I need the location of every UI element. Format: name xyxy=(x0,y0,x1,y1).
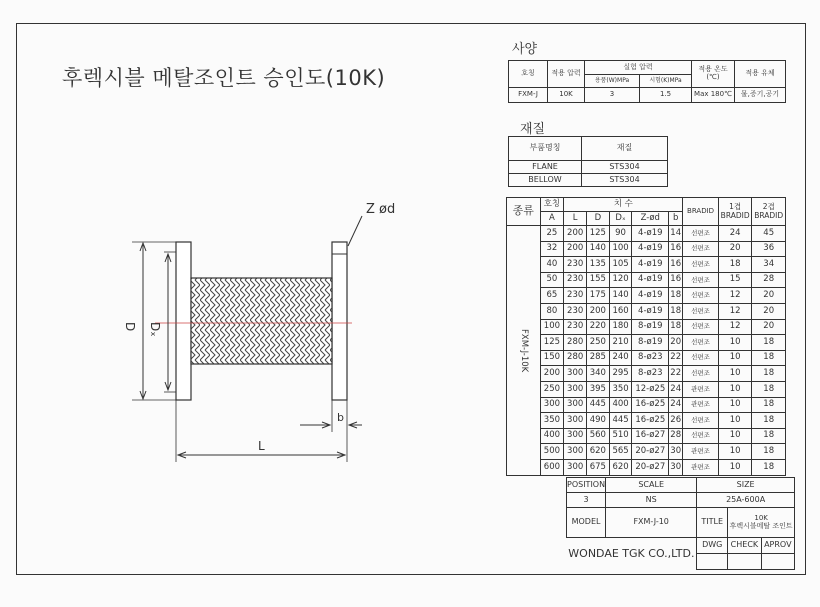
spec-h-air: 시험(K)MPa xyxy=(640,75,692,88)
dims-cell: 선편조 xyxy=(683,413,719,429)
page-title: 후렉시블 메탈조인트 승인도(10K) xyxy=(62,66,386,90)
dims-cell: 300 xyxy=(564,444,587,460)
dims-cell: 140 xyxy=(609,288,632,304)
dims-cell: 선편조 xyxy=(683,241,719,257)
dims-cell: 675 xyxy=(587,459,610,475)
table-row xyxy=(507,459,786,475)
b-label: b xyxy=(337,411,344,424)
dims-cell: 50 xyxy=(540,272,564,288)
dims-cell: 100 xyxy=(609,241,632,257)
dims-cell: 90 xyxy=(609,226,632,242)
dims-col-a: A xyxy=(540,212,564,226)
mat-cell: STS304 xyxy=(582,161,668,174)
dims-cell: 560 xyxy=(587,428,610,444)
dimensions-table xyxy=(506,197,786,476)
dims-cell: 340 xyxy=(587,366,610,382)
dims-cell: 20 xyxy=(669,335,683,351)
tb-model-label: MODEL xyxy=(567,508,606,538)
dims-cell: 10 xyxy=(718,366,752,382)
dims-cell: 24 xyxy=(669,381,683,397)
dims-cell: 80 xyxy=(540,303,564,319)
dims-cell: 선편조 xyxy=(683,288,719,304)
dims-cell: 16-ø25 xyxy=(632,413,669,429)
dims-cell: 10 xyxy=(718,381,752,397)
dims-cell: 210 xyxy=(609,335,632,351)
braided-bellows xyxy=(191,278,332,364)
dims-cell: 20-ø27 xyxy=(632,459,669,475)
dims-cell: 16-ø25 xyxy=(632,397,669,413)
dims-cell: 490 xyxy=(587,413,610,429)
spec-h-fluid: 적용 유체 xyxy=(735,61,786,88)
dims-cell: 175 xyxy=(587,288,610,304)
dims-cell: 285 xyxy=(587,350,610,366)
dims-cell: 16 xyxy=(669,272,683,288)
table-row xyxy=(507,381,786,397)
dims-cell: 20 xyxy=(752,319,786,335)
dims-cell: 125 xyxy=(540,335,564,351)
dims-cell: 300 xyxy=(564,397,587,413)
dims-col-b: b xyxy=(669,212,683,226)
dims-cell: 12 xyxy=(718,319,752,335)
dims-h-1: 1겹 xyxy=(729,202,742,212)
tb-company: WONDAE TGK CO.,LTD. xyxy=(567,538,697,570)
dims-cell: 300 xyxy=(564,366,587,382)
tb-position: 3 xyxy=(567,493,606,508)
dims-cell: 24 xyxy=(669,397,683,413)
dims-cell: 10 xyxy=(718,444,752,460)
table-row xyxy=(507,241,786,257)
dims-cell: 600 xyxy=(540,459,564,475)
dims-cell: 12 xyxy=(718,303,752,319)
dims-cell: 220 xyxy=(587,319,610,335)
dims-cell: 395 xyxy=(587,381,610,397)
dims-cell: 18 xyxy=(752,444,786,460)
dims-type-label: FXM-J-10K xyxy=(507,226,541,476)
dims-h-bradid-2: BRADID xyxy=(754,210,784,220)
dims-cell: 선편조 xyxy=(683,428,719,444)
dims-cell: 10 xyxy=(718,459,752,475)
dims-cell: 18 xyxy=(752,335,786,351)
material-table xyxy=(508,136,668,187)
dims-cell: 선편조 xyxy=(683,335,719,351)
l-label: L xyxy=(258,439,265,453)
dims-cell: 28 xyxy=(669,428,683,444)
dims-cell: 20 xyxy=(752,303,786,319)
dims-cell: 선편조 xyxy=(683,319,719,335)
dims-cell: 100 xyxy=(540,319,564,335)
dims-cell: 선편조 xyxy=(683,303,719,319)
material-heading: 재질 xyxy=(520,122,546,137)
tb-model: FXM-J-10 xyxy=(606,508,697,538)
dims-h-bradid: BRADID xyxy=(683,198,719,226)
table-row xyxy=(507,350,786,366)
dims-col-l: L xyxy=(564,212,587,226)
dims-cell: 25 xyxy=(540,226,564,242)
dims-cell: 300 xyxy=(564,428,587,444)
dims-cell: 18 xyxy=(669,319,683,335)
table-row xyxy=(507,444,786,460)
dims-cell: 400 xyxy=(609,397,632,413)
spec-h-water: 용품(W)MPa xyxy=(585,75,640,88)
dims-cell: 4-ø19 xyxy=(632,288,669,304)
dims-cell: 18 xyxy=(752,350,786,366)
mat-h-mat: 재질 xyxy=(582,137,668,161)
dims-h-nom: 호칭 xyxy=(540,198,564,212)
dims-cell: 300 xyxy=(540,397,564,413)
table-row xyxy=(507,272,786,288)
dims-cell: 20 xyxy=(718,241,752,257)
tb-dwg: DWG xyxy=(697,538,728,554)
dims-cell: 200 xyxy=(587,303,610,319)
tb-check: CHECK xyxy=(728,538,761,554)
dims-col-dx: Dₓ xyxy=(609,212,632,226)
dims-cell: 14 xyxy=(669,226,683,242)
dx-label: Dₓ xyxy=(148,322,162,337)
zod-label: Z ød xyxy=(366,202,396,217)
table-row xyxy=(507,366,786,382)
dims-col-d: D xyxy=(587,212,610,226)
dims-cell: 30 xyxy=(669,444,683,460)
tb-title-label: TITLE xyxy=(697,508,728,538)
right-flange xyxy=(332,242,347,400)
dims-cell: 22 xyxy=(669,350,683,366)
tb-title-l2: 후렉시블메탈 조인트 xyxy=(729,521,793,530)
dims-cell: 4-ø19 xyxy=(632,303,669,319)
dims-cell: 36 xyxy=(752,241,786,257)
dims-cell: 280 xyxy=(564,350,587,366)
mat-cell: BELLOW xyxy=(509,174,582,187)
dims-cell: 250 xyxy=(540,381,564,397)
dims-cell: 20 xyxy=(752,288,786,304)
tb-check-sign xyxy=(728,554,761,570)
dims-cell: 10 xyxy=(718,335,752,351)
tb-aprov-sign xyxy=(761,554,794,570)
dims-cell: 140 xyxy=(587,241,610,257)
left-flange xyxy=(176,242,191,400)
dims-cell: 4-ø19 xyxy=(632,226,669,242)
dims-cell: 24 xyxy=(718,226,752,242)
spec-h-test: 실험 압력 xyxy=(585,61,692,75)
dims-cell: 8-ø19 xyxy=(632,319,669,335)
tb-scale-label: SCALE xyxy=(606,478,697,493)
dims-cell: 300 xyxy=(564,413,587,429)
dims-cell: 230 xyxy=(564,272,587,288)
mat-cell: STS304 xyxy=(582,174,668,187)
dims-cell: 8-ø23 xyxy=(632,350,669,366)
dims-cell: 관편조 xyxy=(683,381,719,397)
dims-cell: 155 xyxy=(587,272,610,288)
dims-cell: 120 xyxy=(609,272,632,288)
tb-size: 25A-600A xyxy=(697,493,795,508)
spec-h-temp: 적용 온도(℃) xyxy=(692,61,735,88)
dims-cell: 4-ø19 xyxy=(632,257,669,273)
dims-cell: 8-ø19 xyxy=(632,335,669,351)
spec-heading: 사양 xyxy=(512,42,538,57)
tb-scale: NS xyxy=(606,493,697,508)
dims-cell: 200 xyxy=(540,366,564,382)
dims-cell: 295 xyxy=(609,366,632,382)
dims-cell: 4-ø19 xyxy=(632,272,669,288)
dims-cell: 선편조 xyxy=(683,272,719,288)
dims-cell: 350 xyxy=(609,381,632,397)
dims-cell: 관편조 xyxy=(683,397,719,413)
dims-cell: 445 xyxy=(587,397,610,413)
tb-position-label: POSITION xyxy=(567,478,606,493)
dims-cell: 16 xyxy=(669,257,683,273)
dims-cell: 12 xyxy=(718,288,752,304)
dims-cell: 18 xyxy=(752,397,786,413)
dims-cell: 200 xyxy=(564,226,587,242)
dims-cell: 10 xyxy=(718,428,752,444)
title-block xyxy=(566,477,795,570)
tb-aprov: APROV xyxy=(761,538,794,554)
dims-cell: 400 xyxy=(540,428,564,444)
dims-cell: 200 xyxy=(564,241,587,257)
dims-cell: 18 xyxy=(752,459,786,475)
dims-cell: 180 xyxy=(609,319,632,335)
table-row xyxy=(507,319,786,335)
dims-cell: 10 xyxy=(718,350,752,366)
dims-col-zod: Z-ød xyxy=(632,212,669,226)
dims-cell: 30 xyxy=(669,459,683,475)
dims-cell: 관편조 xyxy=(683,444,719,460)
dims-cell: 230 xyxy=(564,288,587,304)
table-row xyxy=(507,397,786,413)
dims-cell: 45 xyxy=(752,226,786,242)
spec-table xyxy=(508,60,786,103)
dims-cell: 300 xyxy=(564,381,587,397)
spec-cell: 10K xyxy=(548,88,585,103)
dims-cell: 18 xyxy=(752,413,786,429)
dims-cell: 관편조 xyxy=(683,459,719,475)
table-row xyxy=(507,226,786,242)
dims-cell: 565 xyxy=(609,444,632,460)
dims-cell: 105 xyxy=(609,257,632,273)
dims-cell: 16-ø27 xyxy=(632,428,669,444)
table-row xyxy=(507,288,786,304)
dims-cell: 620 xyxy=(587,444,610,460)
dims-cell: 선편조 xyxy=(683,366,719,382)
dims-h-2: 2겹 xyxy=(762,202,775,212)
dims-cell: 34 xyxy=(752,257,786,273)
dims-cell: 18 xyxy=(752,366,786,382)
d-label: D xyxy=(123,322,137,332)
dims-cell: 230 xyxy=(564,319,587,335)
dims-cell: 300 xyxy=(564,459,587,475)
spec-cell: Max 180℃ xyxy=(692,88,735,103)
table-row xyxy=(507,303,786,319)
dims-cell: 445 xyxy=(609,413,632,429)
dims-cell: 510 xyxy=(609,428,632,444)
dims-cell: 16 xyxy=(669,241,683,257)
dims-cell: 선편조 xyxy=(683,257,719,273)
dims-h-bradid-1: BRADID xyxy=(720,210,750,220)
dims-cell: 32 xyxy=(540,241,564,257)
dims-cell: 20-ø27 xyxy=(632,444,669,460)
table-row xyxy=(507,257,786,273)
dims-cell: 160 xyxy=(609,303,632,319)
tb-size-label: SIZE xyxy=(697,478,795,493)
dims-cell: 65 xyxy=(540,288,564,304)
mat-cell: FLANE xyxy=(509,161,582,174)
spec-cell: 3 xyxy=(585,88,640,103)
dims-cell: 40 xyxy=(540,257,564,273)
dims-cell: 26 xyxy=(669,413,683,429)
table-row xyxy=(507,335,786,351)
dims-cell: 15 xyxy=(718,272,752,288)
dims-cell: 선편조 xyxy=(683,350,719,366)
dims-cell: 18 xyxy=(669,288,683,304)
table-row xyxy=(507,413,786,429)
dims-cell: 28 xyxy=(752,272,786,288)
dims-cell: 10 xyxy=(718,397,752,413)
spec-h-pressure: 적용 압력 xyxy=(548,61,585,88)
dims-cell: 18 xyxy=(718,257,752,273)
dims-h-type: 종류 xyxy=(507,198,541,226)
spec-cell: 물,증기,공기 xyxy=(735,88,786,103)
dims-cell: 230 xyxy=(564,303,587,319)
spec-cell: FXM-J xyxy=(509,88,548,103)
dims-cell: 620 xyxy=(609,459,632,475)
spec-cell: 1.5 xyxy=(640,88,692,103)
dims-cell: 230 xyxy=(564,257,587,273)
dims-cell: 22 xyxy=(669,366,683,382)
dims-cell: 18 xyxy=(752,381,786,397)
dims-cell: 280 xyxy=(564,335,587,351)
dims-cell: 240 xyxy=(609,350,632,366)
dims-cell: 18 xyxy=(752,428,786,444)
dims-cell: 18 xyxy=(669,303,683,319)
dims-cell: 12-ø25 xyxy=(632,381,669,397)
tb-dwg-sign xyxy=(697,554,728,570)
dims-cell: 선편조 xyxy=(683,226,719,242)
dims-cell: 8-ø23 xyxy=(632,366,669,382)
dims-cell: 150 xyxy=(540,350,564,366)
tb-title-l1: 10K xyxy=(754,513,768,522)
dims-h-size: 치 수 xyxy=(564,198,683,212)
dims-cell: 350 xyxy=(540,413,564,429)
table-row xyxy=(507,428,786,444)
dims-cell: 135 xyxy=(587,257,610,273)
mat-h-part: 부품명칭 xyxy=(509,137,582,161)
dims-cell: 4-ø19 xyxy=(632,241,669,257)
dims-cell: 250 xyxy=(587,335,610,351)
spec-h-name: 호칭 xyxy=(509,61,548,88)
dims-cell: 125 xyxy=(587,226,610,242)
dims-cell: 10 xyxy=(718,413,752,429)
dims-cell: 500 xyxy=(540,444,564,460)
